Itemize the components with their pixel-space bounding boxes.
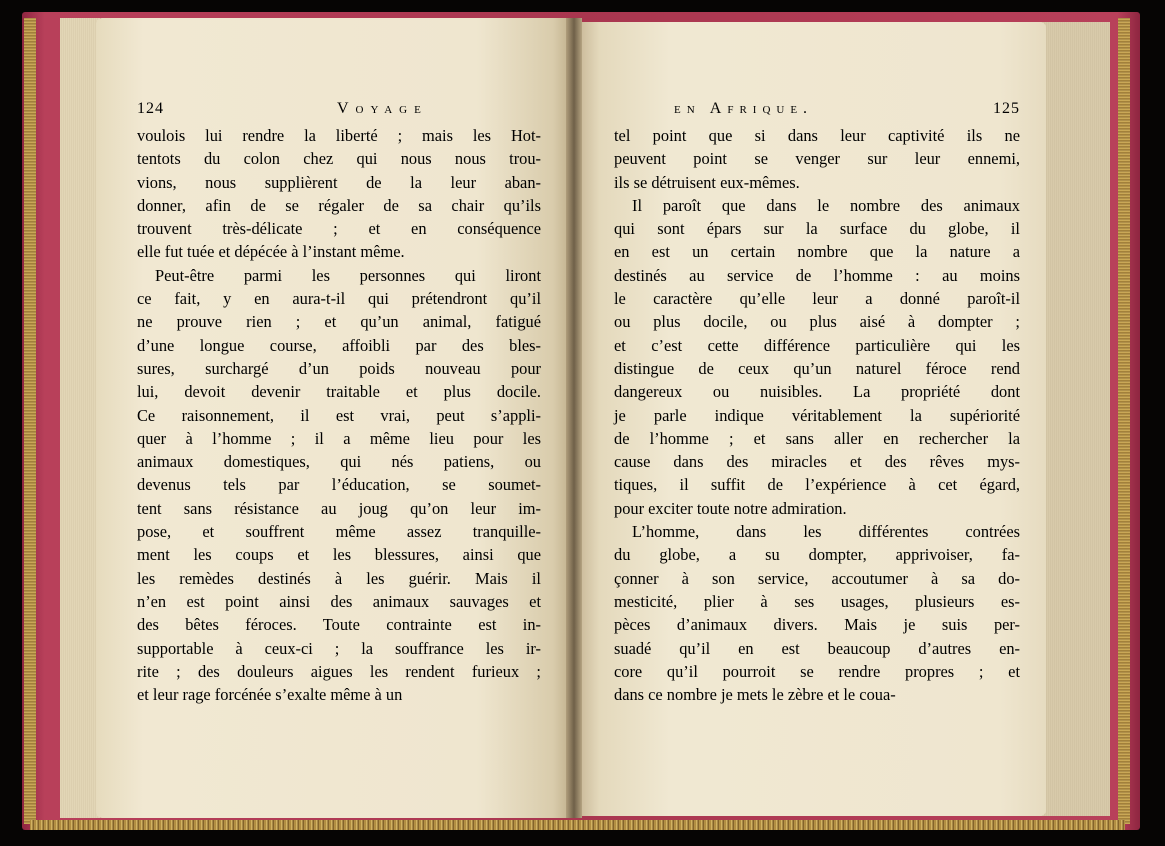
text-line: tent sans résistance au joug qu’on leur im- (137, 498, 541, 518)
text-line: dans ce nombre je mets le zèbre et le coua- (614, 685, 896, 705)
right-page-number: 125 (993, 100, 1020, 117)
text-line: distingue de ceux qu’un naturel féroce rend (614, 358, 1020, 378)
text-line: voulois lui rendre la liberté ; mais les Hot- (137, 126, 541, 145)
text-line: devenus tels par l’éducation, se soumet- (137, 475, 541, 495)
text-line: suadé qu’il en est beaucoup d’autres en- (614, 638, 1020, 658)
text-line: trouvent très-délicate ; et en conséquence (137, 219, 541, 239)
text-line: du globe, a su dompter, apprivoiser, fa- (614, 545, 1020, 565)
text-line: ce fait, y en aura-t-il qui prétendront qu’il (137, 289, 541, 309)
text-line: core qu’il pourroit se rendre propres ; et (614, 661, 1020, 681)
text-line: mesticité, plier à ses usages, plusieurs es- (614, 591, 1020, 611)
text-line: ne prouve rien ; et qu’un animal, fatigué (137, 312, 541, 332)
text-line: les remèdes destinés à les guérir. Mais il (137, 568, 541, 588)
text-line: n’en est point ainsi des animaux sauvages et (137, 591, 541, 611)
text-line: tel point que si dans leur captivité ils ne (614, 126, 1020, 145)
left-running-head: Voyage (337, 100, 428, 117)
page-stack-left (60, 18, 100, 818)
text-line: pour exciter toute notre admiration. (614, 498, 847, 518)
text-line: et c’est cette différence particulière qui les (614, 335, 1020, 355)
gilt-edge-left (24, 18, 36, 824)
text-line: sures, surchargé d’un poids nouveau pour (137, 358, 541, 378)
text-line: ou plus docile, ou plus aisé à dompter ; (614, 312, 1020, 332)
text-line: le caractère qu’elle leur a donné paroît-il (614, 289, 1020, 309)
left-page-body (137, 124, 541, 706)
text-line: pose, et souffrent même assez tranquille- (137, 522, 541, 542)
text-line: cause dans des miracles et des rêves mys- (614, 452, 1020, 472)
text-line: des bêtes féroces. Toute contrainte est in- (137, 615, 541, 635)
text-line: destinés au service de l’homme : au moins (614, 265, 1020, 285)
text-line: donner, afin de se régaler de sa chair qu’ils (137, 195, 541, 215)
text-line: en est un certain nombre que la nature a (614, 242, 1020, 262)
text-line: tentots du colon chez qui nous nous trou- (137, 149, 541, 169)
gilt-edge-right (1118, 18, 1130, 824)
text-line: supportable à ceux-ci ; la souffrance les ir- (137, 638, 541, 658)
right-page-body (614, 124, 1020, 706)
text-line: çonner à son service, accoutumer à sa do- (614, 568, 1020, 588)
text-line: pèces d’animaux divers. Mais je suis per- (614, 615, 1020, 635)
text-line: ment les coups et les blessures, ainsi que (137, 545, 541, 565)
text-line: animaux domestiques, qui nés patiens, ou (137, 452, 541, 472)
text-line: d’une longue course, affoibli par des bles- (137, 335, 541, 355)
text-line: tiques, il suffit de l’expérience à cet égard, (614, 475, 1020, 495)
text-line: vions, nous supplièrent de la leur aban- (137, 172, 541, 192)
text-line: de l’homme ; et sans aller en rechercher la (614, 428, 1020, 448)
text-line: je parle indique véritablement la supériorité (614, 405, 1020, 425)
text-line: et leur rage forcénée s’exalte même à un (137, 685, 403, 705)
text-line: Il paroît que dans le nombre des animaux (632, 195, 1020, 215)
text-line: qui sont épars sur la surface du globe, il (614, 219, 1020, 239)
right-running-head: en Afrique. (674, 100, 814, 117)
text-line: lui, devoit devenir traitable et plus docile. (137, 382, 541, 402)
text-line: rite ; des douleurs aigues les rendent furieux ; (137, 661, 541, 681)
text-line: dangereux ou nuisibles. La propriété dont (614, 382, 1020, 402)
left-page-number: 124 (137, 100, 164, 117)
text-line: peuvent point se venger sur leur ennemi, (614, 149, 1020, 169)
text-line: ils se détruisent eux-mêmes. (614, 172, 800, 192)
book-gutter (566, 18, 582, 818)
text-line: elle fut tuée et dépécée à l’instant même. (137, 242, 405, 262)
text-line: Ce raisonnement, il est vrai, peut s’appli- (137, 405, 541, 425)
page-stack-right (1040, 22, 1110, 816)
text-line: quer à l’homme ; il a même lieu pour les (137, 428, 541, 448)
text-line: L’homme, dans les différentes contrées (632, 522, 1020, 542)
gilt-edge-bottom (30, 820, 1125, 830)
text-line: Peut-être parmi les personnes qui liront (155, 265, 541, 285)
